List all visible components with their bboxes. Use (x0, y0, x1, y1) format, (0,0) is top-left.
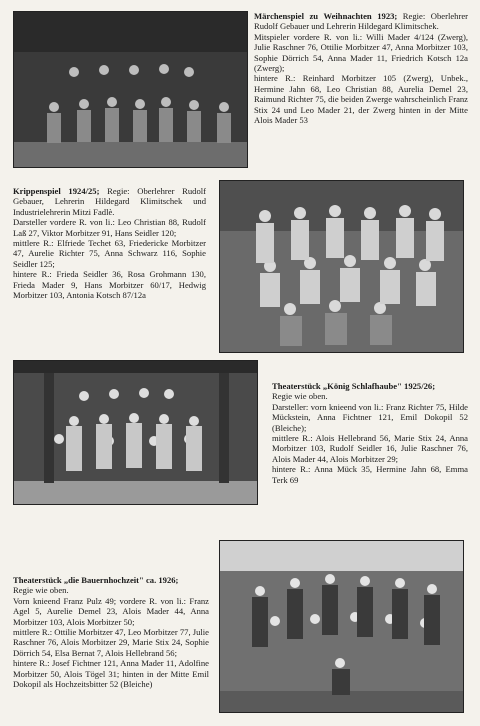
caption-koenig-schlafhaube (272, 381, 468, 485)
caption-line: Regie wie oben. (13, 585, 69, 596)
caption-maerchenspiel (254, 11, 468, 125)
caption-line: mittlere R.: Ottilie Morbitzer 47, Leo Morbitzer 77, Julie Raschner 76, Alois Morbitzer 29, Marie Stix 24, Sophie Dörrich 54, Elsa Bernat 7, Alois Hellebrand 56; (13, 627, 209, 658)
caption-title: Theaterstück „die Bauernhochzeit" ca. 1926; (13, 575, 179, 585)
caption-line: hintere R.: Josef Fichtner 121, Anna Mader 11, Adolfine Morbitzer 50, Alois Tögel 31; hinten in der Mitte Emil Dokopil als Hochzeitsbitter 52 (Bleiche) (13, 658, 209, 690)
caption-line: hintere R.: Reinhard Morbitzer 105 (Zwerg), Unbek., Hermine Jahn 68, Leo Christian 88, Aurelia Demel 23, Raimund Richter 75, die beiden Zwerge wahrscheinlich Franz Stix 24 und Leo Mader 21, der Zwerg hinten in der Mitte Alois Mader 53 (254, 73, 468, 126)
caption-title: Theaterstück „König Schlafhaube" 1925/26; (272, 381, 436, 391)
caption-line: hintere R.: Anna Mück 35, Hermine Jahn 68, Emma Terk 69 (272, 464, 468, 485)
caption-line: Darsteller vordere R. von li.: Leo Christian 88, Rudolf Laß 27, Viktor Morbitzer 91, Hans Seidler 120; (13, 217, 206, 238)
caption-intro: Regie: Oberlehrer Rudolf Gebauer und Lehrerin Hildegard Klimitschek. (254, 11, 468, 32)
caption-line: Vorn knieend Franz Pulz 49; vordere R. von li.: Franz Agel 5, Aurelie Demel 23, Alois Mader 44, Anna Morbitzer 103, Alois Morbitzer 50; (13, 595, 209, 627)
caption-bauernhochzeit (13, 575, 209, 689)
photo-maerchenspiel-1923 (13, 11, 248, 168)
caption-krippenspiel (13, 186, 206, 300)
caption-intro: Regie: Oberlehrer Rudolf Gebauer, Lehrerin Hildegard Klimitschek und Industrielehrerin Mitzi Fadlè. (13, 186, 207, 217)
caption-line: Darsteller: vorn knieend von li.: Franz Richter 75, Hilde Mückstein, Anna Fichtner 121, Emil Dokopil 52 (Bleiche); (272, 401, 468, 433)
photo-bauernhochzeit (219, 540, 464, 713)
caption-line: mittlere R.: Elfriede Techet 63, Friedericke Morbitzer 47, Aurelie Richter 75, Anna Schwarz 116, Sophie Seidler 125; (13, 238, 206, 269)
caption-title: Märchenspiel zu Weihnachten 1923; (254, 11, 398, 21)
caption-title: Krippenspiel 1924/25; (13, 186, 100, 196)
caption-line: Regie wie oben. (272, 391, 328, 402)
caption-line: Mitspieler vordere R. von li.: Willi Mader 4/124 (Zwerg), Julie Raschner 76, Ottilie Morbitzer 47, Anna Morbitzer 103, Sophie Dörrich 54, Anna Mader 11, Friedrich Kotsch 12a (Zwerg); (254, 31, 468, 74)
caption-line: hintere R.: Frieda Seidler 36, Rosa Grohmann 130, Frieda Mader 9, Hans Morbitzer 60/17, Hedwig Morbitzer 103, Antonia Kotsch 87/12a (13, 269, 206, 301)
photo-koenig-schlafhaube (13, 360, 258, 505)
caption-line: mittlere R.: Alois Hellebrand 56, Marie Stix 24, Anna Morbitzer 103, Rudolf Seidler 16, Julie Raschner 76, Alois Mader 44, Alois Morbitzer 29; (272, 433, 468, 464)
photo-krippenspiel-1924 (219, 180, 464, 353)
